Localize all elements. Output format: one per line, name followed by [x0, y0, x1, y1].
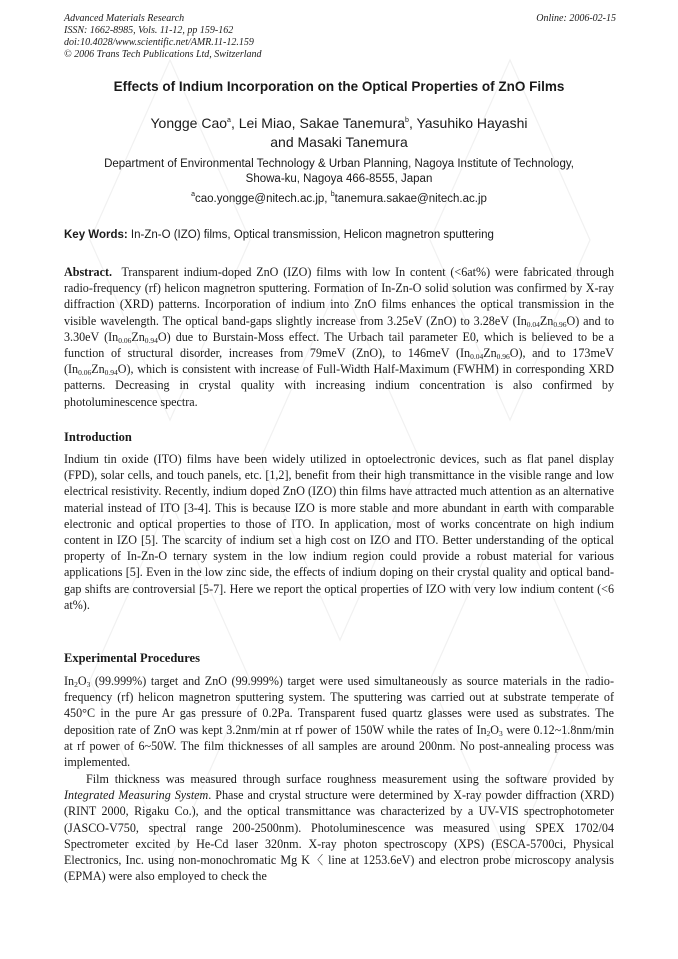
subscript-text: 0.04	[526, 319, 540, 329]
journal-name: Advanced Materials Research	[64, 13, 185, 24]
text-run: O) due to Burstain-Moss effect. The Urbach tail parameter E0, which is believed to be a function of structural disorder, increases from 79meV (ZnO), to 146meV (In	[64, 329, 614, 361]
email-mark: b	[330, 191, 335, 198]
introduction-paragraph: Indium tin oxide (ITO) films have been widely utilized in optoelectronic devices, such as flat panel display (FPD), solar cells, and touch panels, etc. [1,2], benefit from their high transmittance in the visible range and low electrical resistivity. Recently, indium doped ZnO (IZO) thin films have attracted much attention as an alternative material instead of ITO [3-4]. This is because IZO is more stable and more abundant in earth with comparable electronic and optical properties to those of ITO. In application, most of works concentrate on high indium content in IZO [5]. The scarcity of indium set a high cost on IZO and ITO. Better understanding of the optical property of In-Zn-O ternary system in the low indium region could provide a robust material for various applications [5]. Even in the low zinc side, the effects of indium doping on their crystal quality and optical band-gap shifts are controversial [5-7]. Here we report the optical properties of IZO with very low indium content (<6 at%).	[64, 452, 614, 612]
text-run: Zn	[483, 346, 497, 361]
experimental-paragraph-2	[64, 771, 614, 884]
subscript-text: 3	[499, 728, 503, 738]
affiliation-line-2: Showa-ku, Nagoya 466-8555, Japan	[245, 173, 433, 185]
abstract-label: Abstract.	[64, 265, 113, 279]
text-run: In	[64, 674, 75, 688]
text-run: . Phase and crystal structure were determined by X-ray powder diffraction (XRD) (RINT 2000, Rigaku Co.), and the optical transmittance was characterized by a UV-VIS spectrophotometer (JASCO-V750, spectral range 200-2500nm). Photoluminescence was measured using SPEX 1702/04 Spectrometer excited by He-Cd laser 320nm. X-ray photon spectroscopy (XPS) (ESCA-5700ci, Physical Electronics, Inc. using non-monochromatic Mg K〈 line at 1253.6eV) and electron probe microscopy analysis (EPMA) were also employed to check the	[64, 788, 614, 884]
keywords-label: Key Words:	[64, 229, 128, 241]
author-name: Sakae Tanemura	[299, 115, 406, 131]
journal-doi: doi:10.4028/www.scientific.net/AMR.11-12.159	[64, 37, 254, 48]
text-run: O	[490, 722, 499, 737]
author-name: Lei Miao	[238, 115, 292, 131]
keywords	[64, 229, 624, 241]
paper-title: Effects of Indium Incorporation on the Optical Properties of ZnO Films	[113, 79, 565, 94]
keywords-text: In-Zn-O (IZO) films, Optical transmission, Helicon magnetron sputtering	[130, 229, 494, 241]
email-address: cao.yongge@nitech.ac.jp	[194, 193, 325, 205]
text-run: (99.999%) target and ZnO (99.999%) target were used simultaneously as source materials in the radio-frequency (rf) helicon magnetron sputtering system. The sputtering was carried out at substrate temperate of 450°C in the pure Ar gas pressure of 0.2Pa. Transparent fused quartz glasses were used as substrates. The deposition rate of ZnO was kept 3.2nm/min at rf power of 150W while the rates of In	[64, 674, 614, 737]
text-run: O	[77, 674, 87, 688]
text-run: Film thickness was measured through surface roughness measurement using the software provided by	[86, 772, 614, 786]
text-run: Zn	[539, 313, 554, 328]
journal-copyright: © 2006 Trans Tech Publications Ltd, Switzerland	[64, 49, 262, 60]
subscript-text: 0.06	[118, 335, 132, 345]
subscript-text: 0.96	[496, 352, 510, 362]
subscript-text: 0.96	[553, 319, 567, 329]
subscript-text: 2	[486, 728, 491, 738]
author-list: Yongge Cao$^a$, Lei Miao, Sakae Tanemura$^b$, Yasuhiko Hayashi and Masaki Tanemura	[40, 114, 638, 152]
text-run: Zn	[131, 329, 145, 344]
subscript-text: 2	[74, 680, 78, 689]
journal-issn: ISSN: 1662-8985, Vols. 11-12, pp 159-162	[64, 25, 234, 36]
author-name: Yongge Cao	[150, 115, 228, 131]
text-run: O), and to 173meV (In	[64, 346, 614, 377]
author-affil-mark: a	[227, 117, 231, 124]
author-name: Yasuhiko Hayashi	[416, 115, 528, 131]
subscript-text: 0.06	[78, 368, 92, 378]
text-run: were 0.12~1.8nm/min at rf power of 6~50W. The film thicknesses of all samples are around 200nm. No post-annealing process was implemented.	[64, 722, 614, 770]
text-run: O) and to 3.30eV (In	[64, 313, 614, 344]
author-emails: $^a$cao.yongge@nitech.ac.jp, $^b$tanemura.sakae@nitech.ac.jp	[191, 191, 487, 205]
subscript-text: 3	[86, 680, 91, 689]
text-run: Zn	[91, 362, 105, 377]
author-line-2: and Masaki Tanemura	[270, 134, 408, 150]
text-run: Integrated Measuring System	[64, 788, 209, 803]
author-affil-mark: b	[405, 117, 409, 124]
section-heading-experimental: Experimental Procedures	[64, 651, 200, 665]
section-heading-introduction: Introduction	[64, 430, 132, 444]
subscript-text: 0.94	[144, 335, 158, 345]
experimental-paragraph-1	[64, 673, 614, 770]
text-run: Transparent indium-doped ZnO (IZO) films with low In content (<6at%) were fabricated through radio-frequency (rf) helicon magnetron sputtering. Formation of In-Zn-O solid solution was confirmed by X-ray diffraction (XRD) patterns. Incorporation of indium into ZnO films enhances the optical transmission in the visible wavelength. The optical band-gaps slightly increase from 3.25eV (ZnO) to 3.28eV (In	[64, 265, 614, 328]
journal-header	[64, 13, 616, 61]
text-run: O), which is consistent with increase of Full-Width Half-Maximum (FWHM) in corresponding XRD patterns. Decreasing in crystal quality with increasing indium concentration is also confirmed by photoluminescence spectra.	[64, 362, 614, 409]
online-date: Online: 2006-02-15	[536, 13, 616, 24]
abstract	[64, 264, 614, 410]
subscript-text: 0.04	[470, 352, 484, 362]
email-mark: a	[191, 191, 195, 198]
affiliation-line-1: Department of Environmental Technology & Urban Planning, Nagoya Institute of Technology,	[104, 158, 574, 170]
email-address: tanemura.sakae@nitech.ac.jp	[334, 193, 487, 205]
subscript-text: 0.94	[104, 368, 118, 378]
affiliation	[40, 157, 638, 187]
